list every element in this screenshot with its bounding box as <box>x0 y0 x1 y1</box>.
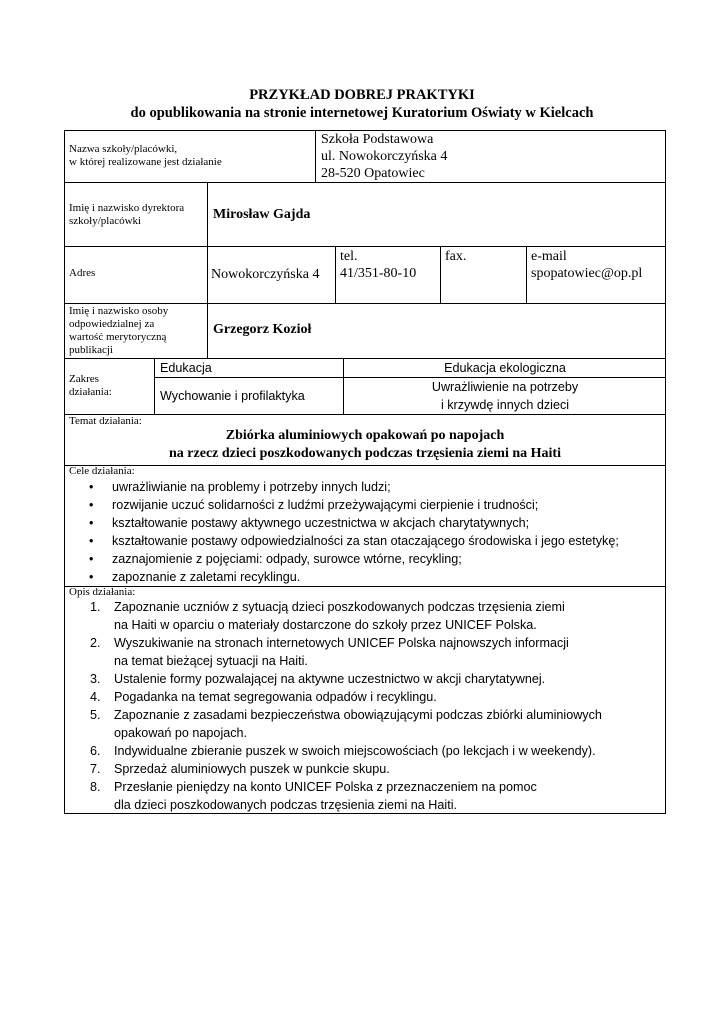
col-divider <box>526 246 527 303</box>
col-divider <box>207 182 208 358</box>
scope-area-prevention-detail: Uwrażliwienie na potrzeby i krzywdę innych dzieci <box>431 380 579 412</box>
school-city: 28-520 Opatowiec <box>321 166 425 181</box>
list-item: 5. Zapoznanie z zasadami bezpieczeństwa obowiązującymi podczas zbiórki aluminiowych opakowań po napojach. <box>90 708 602 740</box>
scope-area-prevention: Wychowanie i profilaktyka <box>160 389 305 403</box>
phone-block <box>340 248 416 282</box>
school-name-block <box>321 131 447 182</box>
list-item: • zapoznanie z zaletami recyklingu. <box>86 568 619 586</box>
responsible-label: Imię i nazwisko osoby odpowiedzialnej za wartość merytoryczną publikacji <box>69 305 169 356</box>
list-item: 2. Wyszukiwanie na stronach internetowych UNICEF Polska najnowszych informacji na temat bieżącej sytuacji na Haiti. <box>90 636 569 668</box>
row-divider <box>64 303 666 304</box>
list-item: 1. Zapoznanie uczniów z sytuacją dzieci poszkodowanych podczas trzęsienia ziemi na Haiti w oparciu o materiały dostarczone do szkoły przez UNICEF Polska. <box>90 600 565 632</box>
col-divider <box>440 246 441 303</box>
address-street: Nowokorczyńska 4 <box>211 267 320 282</box>
row-divider <box>64 246 666 247</box>
phone-label: tel. <box>340 249 358 264</box>
school-street: ul. Nowokorczyńska 4 <box>321 149 448 164</box>
document-subtitle: do opublikowania na stronie internetowej Kuratorium Oświaty w Kielcach <box>130 105 594 121</box>
scope-area-education: Edukacja <box>160 361 212 375</box>
list-item: • uwrażliwianie na problemy i potrzeby innych ludzi; <box>86 478 619 496</box>
list-item: • kształtowanie postawy odpowiedzialności za stan otaczającego środowiska i jego estetykę; <box>86 532 619 550</box>
email-label: e-mail <box>531 249 567 264</box>
email-address: spopatowiec@op.pl <box>531 266 643 281</box>
description-label: Opis działania: <box>69 586 136 598</box>
topic-title: Zbiórka aluminiowych opakowań po napojach na rzecz dzieci poszkodowanych podczas trzęsienia ziemi na Haiti <box>169 428 561 461</box>
list-item: • kształtowanie postawy aktywnego uczestnictwa w akcjach charytatywnych; <box>86 514 619 532</box>
col-divider <box>335 246 336 303</box>
document-title: PRZYKŁAD DOBREJ PRAKTYKI <box>249 87 475 103</box>
phone-number: 41/351-80-10 <box>340 266 417 281</box>
address-label: Adres <box>69 267 96 279</box>
document-header <box>0 86 724 122</box>
email-block <box>531 248 642 282</box>
scope-area-education-detail: Edukacja ekologiczna <box>444 361 566 375</box>
goals-label: Cele działania: <box>69 465 135 477</box>
director-label: Imię i nazwisko dyrektora szkoły/placówki <box>69 202 185 227</box>
row-divider <box>64 414 666 415</box>
director-name: Mirosław Gajda <box>213 207 311 222</box>
school-name: Szkoła Podstawowa <box>321 132 434 147</box>
row-divider <box>64 465 666 466</box>
list-item: 7. Sprzedaż aluminiowych puszek w punkcie skupu. <box>90 762 390 776</box>
col-divider <box>315 130 316 182</box>
school-label: Nazwa szkoły/placówki, w której realizowane jest działanie <box>69 143 222 168</box>
col-divider <box>154 358 155 414</box>
responsible-name: Grzegorz Kozioł <box>213 322 312 337</box>
description-steps <box>90 598 602 814</box>
list-item: 4. Pogadanka na temat segregowania odpadów i recyklingu. <box>90 690 437 704</box>
list-item: 3. Ustalenie formy pozwalającej na aktywne uczestnictwo w akcji charytatywnej. <box>90 672 546 686</box>
topic-label: Temat działania: <box>69 415 142 427</box>
goals-list <box>86 478 619 586</box>
list-item: 6. Indywidualne zbieranie puszek w swoich miejscowościach (po lekcjach i w weekendy). <box>90 744 596 758</box>
scope-label: Zakres działania: <box>69 373 112 398</box>
list-item: • rozwijanie uczuć solidarności z ludźmi przeżywającymi cierpienie i trudności; <box>86 496 619 514</box>
row-divider <box>64 182 666 183</box>
row-divider <box>64 586 666 587</box>
fax-label: fax. <box>445 249 467 264</box>
list-item: • zaznajomienie z pojęciami: odpady, surowce wtórne, recykling; <box>86 550 619 568</box>
list-item: 8. Przesłanie pieniędzy na konto UNICEF Polska z przeznaczeniem na pomoc dla dzieci poszkodowanych podczas trzęsienia ziemi na Haiti. <box>90 780 537 812</box>
